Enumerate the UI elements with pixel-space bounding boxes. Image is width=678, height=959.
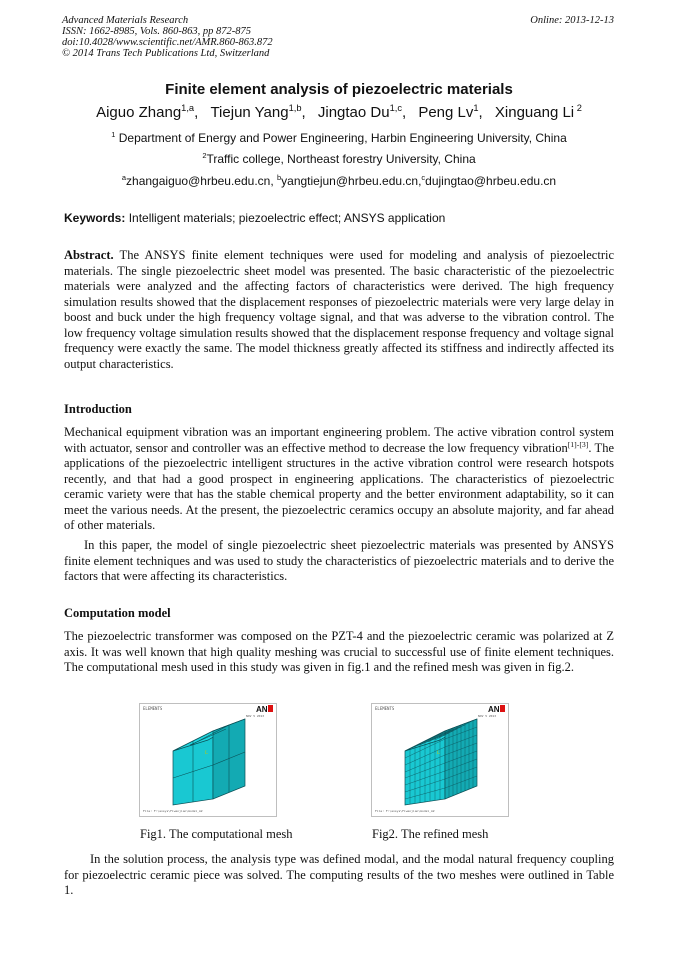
doi-line: doi:10.4028/www.scientific.net/AMR.860-863.872 bbox=[62, 37, 273, 48]
abstract: Abstract. The ANSYS finite element techniques were used for modeling and analysis of piezoelectric materials. The single piezoelectric sheet model was presented. The basic characteristic of the piezoelectric materials were analyzed and the affecting factors of characteristics were derived. The high frequency simulation results showed that the displacement responses of piezoelectric materials were very large delay in boost and buck under the high frequency voltage signal, and that was adverse to the vibration control. The low frequency voltage simulation results showed that the displacement response frequency and voltage signal frequency were exactly the same. The model thickness greatly affected its stiffness and indirectly affected its output characteristics. bbox=[64, 248, 614, 371]
section-heading-introduction: Introduction bbox=[64, 402, 132, 416]
author: Tiejun Yang$^{1,b}$, bbox=[210, 103, 306, 121]
author: Aiguo Zhang$^{1,a}$, bbox=[96, 103, 199, 121]
figure-1-caption: Fig1. The computational mesh bbox=[140, 827, 293, 841]
svg-text:L: L bbox=[437, 751, 441, 756]
author-emails: $^a$zhangaiguo@hrbeu.edu.cn, $^b$yangtiejun@hrbeu.edu.cn,$^c$dujingtao@hrbeu.edu.cn bbox=[121, 173, 557, 188]
affiliation-1: $^1$ Department of Energy and Power Engineering, Harbin Engineering University, China bbox=[111, 130, 567, 145]
section-heading-computation: Computation model bbox=[64, 606, 171, 620]
computation-paragraph-1: The piezoelectric transformer was composed on the PZT-4 and the piezoelectric ceramic was polarized at Z axis. It was well known that high quality meshing was crucial to successful use of finite element techniques. The computational mesh used in this study was given in fig.1 and the refined mesh was given in fig.2. bbox=[64, 629, 614, 674]
svg-text:NOV 5 2013: NOV 5 2013 bbox=[246, 714, 265, 718]
copyright-line: © 2014 Trans Tech Publications Ltd, Switzerland bbox=[62, 48, 270, 59]
svg-text:File: F:\ansys\Fiwenjian\model: File: F:\ansys\Fiwenjian\model_A2 bbox=[143, 809, 203, 813]
author-list bbox=[0, 104, 678, 121]
figure-1-mesh-image bbox=[139, 703, 277, 817]
figure-2-mesh-image bbox=[371, 703, 509, 817]
svg-text:ELEMENTS: ELEMENTS bbox=[143, 706, 163, 711]
author: Peng Lv$^1$, bbox=[418, 103, 483, 121]
svg-text:NOV 5 2013: NOV 5 2013 bbox=[478, 714, 497, 718]
figure-2-caption: Fig2. The refined mesh bbox=[372, 827, 489, 841]
svg-text:L: L bbox=[205, 751, 209, 756]
author: Xinguang Li $^2$ bbox=[494, 103, 582, 121]
introduction-paragraph-2: In this paper, the model of single piezoelectric sheet piezoelectric materials was presented by ANSYS finite element techniques and was used to study the characteristics of piezoelectric materials and to derive the factors that were affecting its characteristics. bbox=[64, 538, 614, 583]
svg-text:File: F:\ansys\Fiwenjian\model: File: F:\ansys\Fiwenjian\model_A2 bbox=[375, 809, 435, 813]
ansys-logo: AN bbox=[488, 705, 500, 714]
svg-text:ELEMENTS: ELEMENTS bbox=[375, 706, 395, 711]
journal-header bbox=[62, 15, 273, 59]
introduction-paragraph-1: Mechanical equipment vibration was an important engineering problem. The active vibration control system with actuator, sensor and controller was an effective method to decrease the low frequency vibration[1]-[3]. The applications of the piezoelectric intelligent structures in the active vibration control were research hotspots recently, and that had a good prospect in engineering applications. The characteristics of piezoelectric ceramic variety were that has the stable chemical property and the better environment adaptability, so it can meet the various needs. At the present, the piezoelectric ceramics occupy an absolute majority, and far ahead of other materials. bbox=[64, 425, 614, 532]
journal-name: Advanced Materials Research bbox=[62, 15, 189, 26]
online-date: Online: 2013-12-13 bbox=[530, 15, 614, 26]
issn-line: ISSN: 1662-8985, Vols. 860-863, pp 872-875 bbox=[62, 26, 251, 37]
paper-title: Finite element analysis of piezoelectric materials bbox=[165, 81, 513, 98]
author: Jingtao Du$^{1,c}$, bbox=[317, 103, 407, 121]
computation-paragraph-2: In the solution process, the analysis type was defined modal, and the modal natural frequency coupling for piezoelectric ceramic piece was solved. The computing results of the two meshes were outlined in Table 1. bbox=[64, 852, 614, 897]
refined-mesh-graphic bbox=[372, 704, 508, 816]
keywords: Keywords: Intelligent materials; piezoelectric effect; ANSYS application bbox=[64, 211, 446, 225]
ansys-logo: AN bbox=[256, 705, 268, 714]
affiliation-2: $^2$Traffic college, Northeast forestry University, China bbox=[202, 151, 476, 166]
coarse-mesh-graphic bbox=[140, 704, 276, 816]
